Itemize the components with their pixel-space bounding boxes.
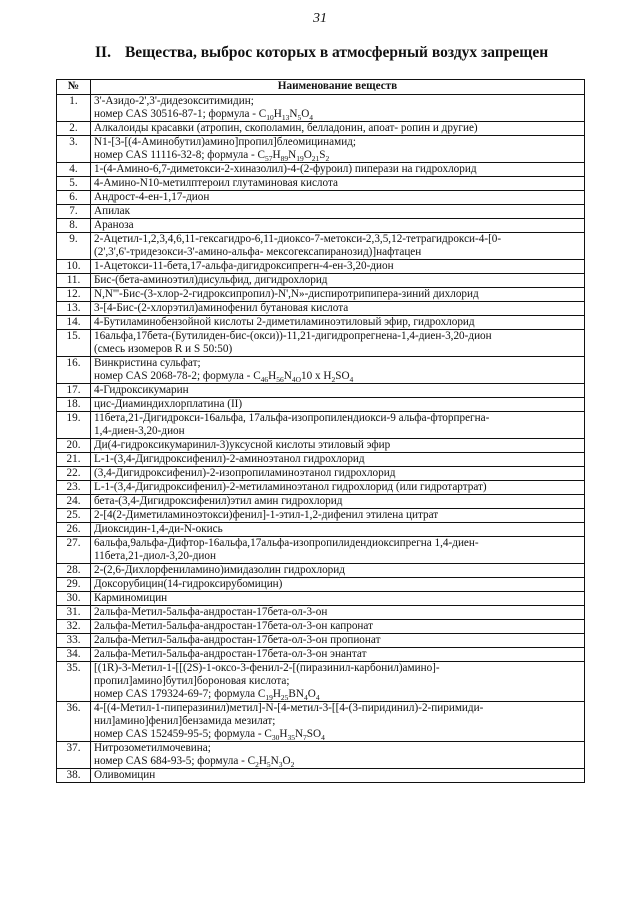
table-row [57,769,585,783]
row-number: 24. [57,495,91,509]
row-number: 9. [57,233,91,260]
table-row [57,95,585,122]
substance-name: 2-Ацетил-1,2,3,4,6,11-гексагидро-6,11-диоксо-7-метокси-2,3,5,12-тетрагидрокси-4-[0- (2',3',6'-тридезокси-3'-амино-альфа- мексогексапиранозид)]нафтацен [91,233,585,260]
table-row [57,260,585,274]
table-row [57,537,585,564]
row-number: 15. [57,330,91,357]
page-number: 31 [313,11,327,26]
substance-name: Алкалоиды красавки (атропин, скополамин, белладонин, апоат- ропин и другие) [91,122,585,136]
table-row [57,330,585,357]
row-number: 10. [57,260,91,274]
table-row [57,316,585,330]
row-number: 34. [57,648,91,662]
row-number: 21. [57,453,91,467]
substance-name: 1-Ацетокси-11-бета,17-альфа-дигидроксипрегн-4-ен-3,20-дион [91,260,585,274]
substance-name: 2альфа-Метил-5альфа-андростан-17бета-ол-3-он капронат [91,620,585,634]
row-number: 28. [57,564,91,578]
section-heading: Вещества, выброс которых в атмосферный воздух запрещен [124,44,549,61]
row-number: 36. [57,702,91,742]
substance-name: 11бета,21-Дигидрокси-16альфа, 17альфа-изопропилендиокси-9 альфа-фторпрегна- 1,4-диен-3,20-дион [91,412,585,439]
table-row [57,274,585,288]
table-body [57,95,585,783]
table-row [57,191,585,205]
substance-name: 16альфа,17бета-(Бутилиден-бис-(окси))-11,21-дигидропрегнена-1,4-диен-3,20-дион (смесь изомеров R и S 50:50) [91,330,585,357]
row-number: 7. [57,205,91,219]
substance-name: бета-(3,4-Дигидроксифенил)этил амин гидрохлорид [91,495,585,509]
table-row [57,177,585,191]
row-number: 1. [57,95,91,122]
table-row [57,122,585,136]
column-header-number: № [57,80,91,95]
substance-name: 2альфа-Метил-5альфа-андростан-17бета-ол-3-он [91,606,585,620]
table-row [57,357,585,384]
table-row [57,233,585,260]
row-number: 18. [57,398,91,412]
row-number: 3. [57,136,91,163]
substance-name: N,N'''-Бис-(3-хлор-2-гидроксипропил)-N',N»-диспиротрипипера-зиний дихлорид [91,288,585,302]
row-number: 6. [57,191,91,205]
row-number: 5. [57,177,91,191]
section-number: II. [95,44,111,61]
row-number: 26. [57,523,91,537]
row-number: 30. [57,592,91,606]
substance-name: Оливомицин [91,769,585,783]
substance-name: 2-[4(2-Диметиламиноэтокси)фенил]-1-этил-1,2-дифенил этилена цитрат [91,509,585,523]
row-number: 29. [57,578,91,592]
row-number: 4. [57,163,91,177]
table-row [57,398,585,412]
row-number: 17. [57,384,91,398]
substance-name: 2альфа-Метил-5альфа-андростан-17бета-ол-3-он энантат [91,648,585,662]
substance-name: 4-Гидроксикумарин [91,384,585,398]
row-number: 27. [57,537,91,564]
table-row [57,481,585,495]
substance-name: цис-Диаминдихлорплатина (II) [91,398,585,412]
table-row [57,384,585,398]
row-number: 23. [57,481,91,495]
table-row [57,523,585,537]
section-title [95,44,548,62]
table-row [57,509,585,523]
substance-name: (3,4-Дигидроксифенил)-2-изопропиламиноэтанол гидрохлорид [91,467,585,481]
table-row [57,439,585,453]
substance-name: Араноза [91,219,585,233]
row-number: 37. [57,742,91,769]
table-row [57,742,585,769]
substance-name: N1-[3-[(4-Аминобутил)амино]пропил]блеомицинамид; номер CAS 11116-32-8; формула - $C_{57}H_{89}N_{19}O_{21}S_2$ [91,136,585,163]
table-header-row [57,80,585,95]
substance-name: 4-Амино-N10-метилптероил глутаминовая кислота [91,177,585,191]
table-row [57,702,585,742]
table-row [57,205,585,219]
row-number: 32. [57,620,91,634]
row-number: 20. [57,439,91,453]
row-number: 38. [57,769,91,783]
row-number: 31. [57,606,91,620]
table-row [57,606,585,620]
substance-name: Апилак [91,205,585,219]
substance-name: 4-Бутиламинобензойной кислоты 2-диметиламиноэтиловый эфир, гидрохлорид [91,316,585,330]
substance-name: Диоксидин-1,4-ди-N-окись [91,523,585,537]
row-number: 13. [57,302,91,316]
substance-name: Бис-(бета-аминоэтил)дисульфид, дигидрохлорид [91,274,585,288]
table-row [57,564,585,578]
substance-name: 4-[(4-Метил-1-пиперазинил)метил]-N-[4-метил-3-[[4-(3-пиридинил)-2-пиримиди- нил]амино]фенил]бензамида мезилат; номер CAS 152459-95-5; формула - $C_{30}H_{35}N_7SO_4$ [91,702,585,742]
substance-name: 2-(2,6-Дихлорфениламино)имидазолин гидрохлорид [91,564,585,578]
substance-name: Андрост-4-ен-1,17-дион [91,191,585,205]
row-number: 2. [57,122,91,136]
table-row [57,453,585,467]
substance-name: 1-(4-Амино-6,7-диметокси-2-хиназолил)-4-(2-фуроил) пиперази на гидрохлорид [91,163,585,177]
row-number: 35. [57,662,91,702]
substance-name: Доксорубицин(14-гидроксирубомицин) [91,578,585,592]
substance-name: 2альфа-Метил-5альфа-андростан-17бета-ол-3-он пропионат [91,634,585,648]
substance-name: 6альфа,9альфа-Дифтор-16альфа,17альфа-изопропилидендиоксипрегна 1,4-диен- 11бета,21-диол-3,20-дион [91,537,585,564]
row-number: 16. [57,357,91,384]
substance-name: L-1-(3,4-Дигидроксифенил)-2-метиламиноэтанол гидрохлорид (или гидротартрат) [91,481,585,495]
table-row [57,288,585,302]
table-row [57,412,585,439]
table-row [57,662,585,702]
substance-name: Винкристина сульфат; номер CAS 2068-78-2; формула - $C_{46}H_{56}N_{4O}10$ х $H_2SO_4$ [91,357,585,384]
row-number: 11. [57,274,91,288]
table-row [57,467,585,481]
table-row [57,634,585,648]
substance-name: L-1-(3,4-Дигидроксифенил)-2-аминоэтанол гидрохлорид [91,453,585,467]
substance-name: 3'-Азидо-2',3'-дидезокситимидин; номер CAS 30516-87-1; формула - $C_{10}H_{13}N_5O_4$ [91,95,585,122]
substances-table [56,79,585,783]
table-row [57,136,585,163]
row-number: 33. [57,634,91,648]
table-row [57,302,585,316]
table-row [57,620,585,634]
table-row [57,578,585,592]
substance-name: Карминомицин [91,592,585,606]
substance-name: Нитрозометилмочевина; номер CAS 684-93-5; формула - $C_2H_5N_3O_2$ [91,742,585,769]
row-number: 19. [57,412,91,439]
substance-name: [(1R)-3-Метил-1-[[(2S)-1-оксо-3-фенил-2-[(пиразинил-карбонил)амино]- пропил]амино]бутил]бороновая кислота; номер CAS 179324-69-7; формула $C_{19}H_{25}BN_4O_4$ [91,662,585,702]
row-number: 25. [57,509,91,523]
table-row [57,592,585,606]
column-header-name: Наименование веществ [91,80,585,95]
row-number: 12. [57,288,91,302]
table-row [57,163,585,177]
table-row [57,219,585,233]
row-number: 8. [57,219,91,233]
table-row [57,648,585,662]
substance-name: Ди(4-гидроксикумаринил-3)уксусной кислоты этиловый эфир [91,439,585,453]
row-number: 22. [57,467,91,481]
table-row [57,495,585,509]
row-number: 14. [57,316,91,330]
substance-name: 3-[4-Бис-(2-хлорэтил)аминофенил бутановая кислота [91,302,585,316]
